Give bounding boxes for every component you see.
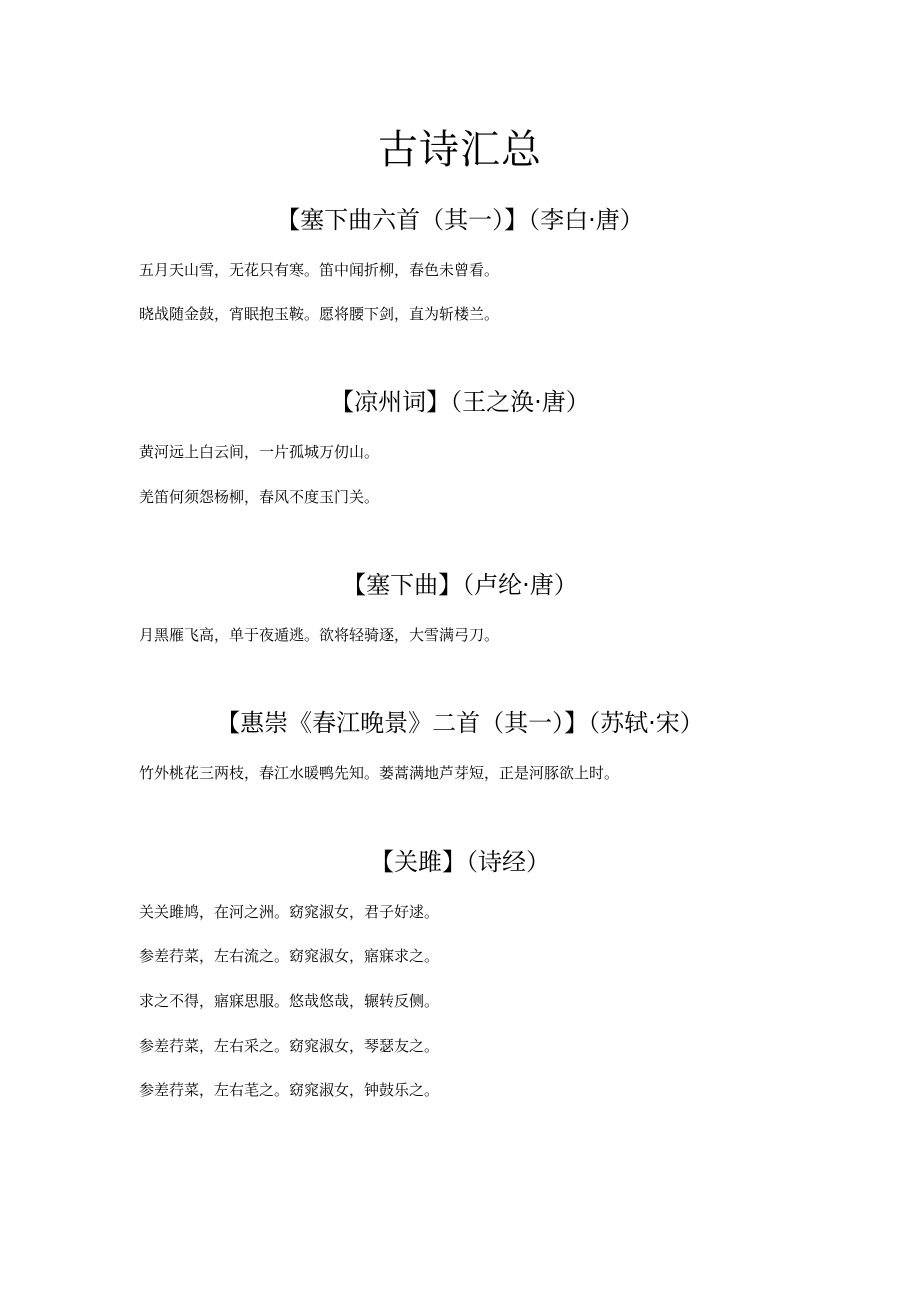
poem-heading: 【塞下曲六首（其一）】（李白·唐）	[276, 206, 644, 234]
poem-line: 关关雎鸠，在河之洲。窈窕淑女，君子好逑。	[139, 903, 440, 921]
poem-line: 竹外桃花三两枝，春江水暖鸭先知。蒌蒿满地芦芽短，正是河豚欲上时。	[139, 764, 620, 782]
poem-line: 月黑雁飞高，单于夜遁逃。欲将轻骑逐，大雪满弓刀。	[139, 626, 500, 644]
poem-line: 黄河远上白云间，一片孤城万仞山。	[139, 443, 380, 461]
poem-line: 羌笛何须怨杨柳，春风不度玉门关。	[139, 488, 380, 506]
poem-line: 求之不得，寤寐思服。悠哉悠哉，辗转反侧。	[139, 992, 440, 1010]
document-title: 古诗汇总	[378, 127, 542, 173]
poem-line: 参差荇菜，左右流之。窈窕淑女，寤寐求之。	[139, 947, 440, 965]
poem-line: 五月天山雪，无花只有寒。笛中闻折柳，春色未曾看。	[139, 261, 500, 279]
poem-heading: 【关雎】（诗经）	[370, 848, 550, 876]
poem-line: 参差荇菜，左右芼之。窈窕淑女，钟鼓乐之。	[139, 1081, 440, 1099]
poem-heading: 【惠崇《春江晚景》二首（其一）】（苏轼·宋）	[216, 709, 704, 737]
poem-heading: 【凉州词】（王之涣·唐）	[330, 388, 590, 416]
poem-line: 参差荇菜，左右采之。窈窕淑女，琴瑟友之。	[139, 1037, 440, 1055]
poem-heading: 【塞下曲】（卢纶·唐）	[342, 571, 578, 599]
poem-line: 晓战随金鼓，宵眠抱玉鞍。愿将腰下剑，直为斩楼兰。	[139, 305, 500, 323]
